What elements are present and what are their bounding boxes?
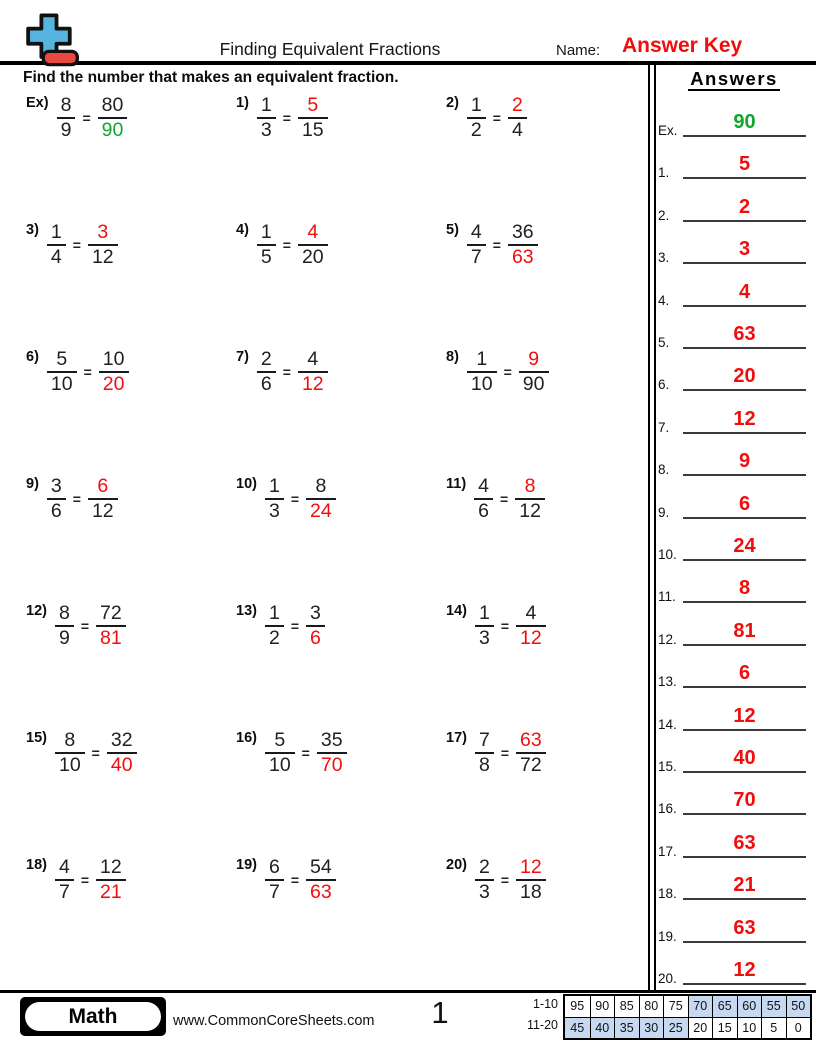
- fraction-numerator: 3: [50, 475, 62, 497]
- answer-row: [652, 740, 812, 776]
- score-cell: 10: [737, 1017, 762, 1038]
- answer-row: [652, 655, 812, 691]
- fraction-denominator: 10: [467, 371, 497, 396]
- fraction-numerator: 35: [320, 729, 343, 751]
- answer-value: 24: [683, 534, 806, 561]
- problem-number: 5): [446, 222, 459, 238]
- problem-number: 7): [236, 349, 249, 365]
- fraction-numerator: 4: [525, 602, 537, 624]
- fraction-right: [516, 856, 546, 904]
- problem-number: 1): [236, 95, 249, 111]
- fraction-right: [98, 94, 128, 142]
- fraction-left: [257, 221, 276, 269]
- answer-number: 1.: [658, 165, 670, 181]
- answer-value: 6: [683, 492, 806, 519]
- fraction-numerator: 2: [260, 348, 272, 370]
- equals-sign: =: [282, 110, 291, 126]
- fraction-numerator: 4: [470, 221, 482, 243]
- equals-sign: =: [290, 872, 300, 888]
- fraction-denominator: 4: [47, 244, 66, 269]
- fraction-right: [88, 221, 118, 269]
- equals-sign: =: [91, 745, 100, 761]
- fraction-denominator: 12: [88, 498, 118, 523]
- answer-row: [652, 358, 812, 394]
- fraction-denominator: 18: [516, 879, 546, 904]
- score-cell: 0: [786, 1017, 811, 1038]
- fraction-numerator: 8: [60, 94, 72, 116]
- fraction-denominator: 21: [96, 879, 126, 904]
- answer-number: 19.: [658, 928, 677, 944]
- answer-value: 70: [683, 788, 806, 815]
- fraction-right: [306, 475, 336, 523]
- equals-sign: =: [80, 618, 90, 634]
- problem-item: [446, 475, 545, 523]
- fraction-numerator: 1: [268, 475, 280, 497]
- fraction-denominator: 70: [317, 752, 347, 777]
- score-cell: 35: [614, 1017, 639, 1038]
- fraction-numerator: 5: [307, 94, 319, 116]
- fraction-numerator: 1: [50, 221, 62, 243]
- problem-item: [446, 221, 538, 269]
- fraction-right: [306, 856, 336, 904]
- equals-sign: =: [500, 872, 510, 888]
- answer-row: [652, 825, 812, 861]
- fraction-denominator: 6: [47, 498, 66, 523]
- name-label: Name:: [556, 42, 601, 59]
- math-logo: [20, 997, 166, 1036]
- problem-number: 11): [446, 476, 467, 492]
- fraction-right: [508, 221, 538, 269]
- answer-number: 16.: [658, 801, 677, 817]
- problem-item: [26, 729, 137, 777]
- fraction-denominator: 3: [257, 117, 276, 142]
- fraction-denominator: 12: [515, 498, 545, 523]
- fraction-right: [519, 348, 549, 396]
- fraction-denominator: 20: [298, 244, 328, 269]
- fraction-numerator: 12: [100, 856, 122, 878]
- fraction-denominator: 9: [55, 625, 74, 650]
- fraction-left: [257, 94, 276, 142]
- fraction-denominator: 9: [57, 117, 76, 142]
- fraction-numerator: 1: [268, 602, 280, 624]
- fraction-left: [55, 856, 74, 904]
- score-cell: 55: [761, 996, 786, 1017]
- fraction-left: [265, 856, 284, 904]
- problem-number: 12): [26, 603, 47, 619]
- fraction-numerator: 1: [260, 94, 272, 116]
- answer-number: 9.: [658, 504, 670, 520]
- problem-item: [236, 475, 336, 523]
- equals-sign: =: [500, 745, 510, 761]
- score-cell: 45: [565, 1017, 590, 1038]
- problem-item: [236, 348, 328, 396]
- problem-number: 16): [236, 730, 257, 746]
- fraction-left: [257, 348, 276, 396]
- fraction-left: [55, 729, 85, 777]
- problem-number: 10): [236, 476, 257, 492]
- answer-number: 13.: [658, 674, 677, 690]
- problem-item: [446, 856, 546, 904]
- fraction-left: [475, 729, 494, 777]
- problem-number: 18): [26, 857, 47, 873]
- fraction-denominator: 2: [467, 117, 486, 142]
- answer-number: 2.: [658, 207, 670, 223]
- score-cell: 60: [737, 996, 762, 1017]
- equals-sign: =: [80, 872, 90, 888]
- fraction-denominator: 12: [516, 625, 546, 650]
- fraction-denominator: 3: [475, 625, 494, 650]
- equals-sign: =: [492, 237, 501, 253]
- fraction-right: [306, 602, 325, 650]
- score-cell: 15: [712, 1017, 737, 1038]
- fraction-numerator: 54: [310, 856, 332, 878]
- fraction-numerator: 4: [478, 475, 490, 497]
- equals-sign: =: [500, 491, 509, 507]
- answer-value: 12: [683, 704, 806, 731]
- score-table: [527, 994, 812, 1040]
- fraction-left: [265, 475, 284, 523]
- fraction-numerator: 8: [524, 475, 536, 497]
- fraction-denominator: 81: [96, 625, 126, 650]
- answers-heading: Answers: [690, 68, 778, 89]
- fraction-numerator: 4: [307, 221, 319, 243]
- fraction-numerator: 1: [260, 221, 272, 243]
- fraction-left: [467, 348, 497, 396]
- answer-value: 5: [683, 152, 806, 179]
- answer-number: 11.: [658, 589, 676, 605]
- fraction-right: [515, 475, 545, 523]
- equals-sign: =: [290, 491, 300, 507]
- website-link: www.CommonCoreSheets.com: [173, 1013, 375, 1029]
- problem-item: [446, 602, 546, 650]
- problem-number: 19): [236, 857, 257, 873]
- fraction-denominator: 8: [475, 752, 494, 777]
- score-cell: 65: [712, 996, 737, 1017]
- problem-item: [26, 94, 127, 142]
- problem-item: [26, 221, 118, 269]
- problem-item: [236, 602, 325, 650]
- equals-sign: =: [503, 364, 512, 380]
- fraction-denominator: 2: [265, 625, 284, 650]
- fraction-right: [96, 856, 126, 904]
- fraction-denominator: 5: [257, 244, 276, 269]
- answer-number: 6.: [658, 377, 670, 393]
- problem-number: 3): [26, 222, 39, 238]
- fraction-numerator: 4: [58, 856, 70, 878]
- answer-value: 81: [683, 619, 806, 646]
- answer-value: 63: [683, 916, 806, 943]
- fraction-denominator: 63: [508, 244, 538, 269]
- fraction-right: [298, 94, 328, 142]
- fraction-numerator: 80: [101, 94, 124, 116]
- fraction-denominator: 40: [107, 752, 137, 777]
- answer-number: 12.: [658, 631, 677, 647]
- answer-value: 3: [683, 237, 806, 264]
- answer-number: 17.: [658, 843, 677, 859]
- score-cell: 30: [639, 1017, 664, 1038]
- problem-number: 9): [26, 476, 39, 492]
- fraction-right: [88, 475, 118, 523]
- problem-number: 15): [26, 730, 47, 746]
- answer-value: 2: [683, 195, 806, 222]
- fraction-right: [107, 729, 137, 777]
- fraction-denominator: 7: [55, 879, 74, 904]
- score-cell: 25: [663, 1017, 688, 1038]
- fraction-numerator: 3: [97, 221, 109, 243]
- answer-row: [652, 486, 812, 522]
- fraction-numerator: 8: [58, 602, 70, 624]
- fraction-numerator: 1: [476, 348, 488, 370]
- fraction-numerator: 5: [56, 348, 68, 370]
- answer-value: 63: [683, 322, 806, 349]
- fraction-left: [265, 602, 284, 650]
- answer-row: [652, 952, 812, 988]
- problem-number: 2): [446, 95, 459, 111]
- plus-minus-logo-icon: [13, 11, 83, 74]
- answer-row: [652, 104, 812, 140]
- answer-row: [652, 698, 812, 734]
- equals-sign: =: [72, 237, 81, 253]
- fraction-numerator: 3: [310, 602, 321, 624]
- equals-sign: =: [282, 364, 291, 380]
- fraction-right: [317, 729, 347, 777]
- score-cell: 40: [590, 1017, 615, 1038]
- answer-row: [652, 867, 812, 903]
- fraction-numerator: 2: [478, 856, 490, 878]
- answer-row: [652, 782, 812, 818]
- equals-sign: =: [82, 110, 91, 126]
- answer-number: 10.: [658, 547, 677, 562]
- score-cell: 75: [663, 996, 688, 1017]
- problem-number: Ex): [26, 95, 49, 111]
- fraction-left: [467, 221, 486, 269]
- equals-sign: =: [290, 618, 300, 634]
- answer-row: [652, 570, 812, 606]
- fraction-denominator: 63: [306, 879, 336, 904]
- fraction-numerator: 2: [511, 94, 523, 116]
- fraction-right: [298, 221, 328, 269]
- score-cell: 50: [786, 996, 811, 1017]
- score-row-labels: [527, 994, 558, 1036]
- fraction-right: [99, 348, 129, 396]
- problem-number: 6): [26, 349, 39, 365]
- answer-value: 9: [683, 449, 806, 476]
- answer-row: [652, 401, 812, 437]
- fraction-denominator: 3: [265, 498, 284, 523]
- problem-item: [236, 729, 347, 777]
- fraction-numerator: 5: [274, 729, 286, 751]
- answer-value: 12: [683, 958, 806, 985]
- fraction-numerator: 8: [315, 475, 327, 497]
- fraction-numerator: 1: [470, 94, 482, 116]
- answer-value: 4: [683, 280, 806, 307]
- answer-row: [652, 528, 812, 564]
- answer-key-label: Answer Key: [622, 34, 743, 57]
- fraction-right: [508, 94, 527, 142]
- score-cell: 85: [614, 996, 639, 1017]
- fraction-left: [467, 94, 486, 142]
- fraction-denominator: 72: [516, 752, 546, 777]
- fraction-right: [516, 729, 546, 777]
- fraction-numerator: 7: [478, 729, 490, 751]
- problem-item: [446, 348, 549, 396]
- fraction-numerator: 32: [110, 729, 133, 751]
- fraction-right: [516, 602, 546, 650]
- fraction-right: [96, 602, 126, 650]
- fraction-denominator: 20: [99, 371, 129, 396]
- equals-sign: =: [282, 237, 291, 253]
- fraction-denominator: 90: [519, 371, 549, 396]
- answer-row: [652, 189, 812, 225]
- fraction-left: [57, 94, 76, 142]
- header-divider: [0, 61, 816, 65]
- score-row-label: 1-10: [532, 997, 558, 1011]
- answer-number: Ex.: [658, 123, 678, 138]
- fraction-left: [47, 475, 66, 523]
- problem-item: [446, 729, 546, 777]
- problem-number: 13): [236, 603, 257, 619]
- fraction-left: [47, 221, 66, 269]
- problem-number: 4): [236, 222, 249, 238]
- answer-value: 6: [683, 661, 806, 688]
- answer-row: [652, 443, 812, 479]
- fraction-numerator: 6: [97, 475, 109, 497]
- fraction-denominator: 6: [474, 498, 493, 523]
- problem-item: [26, 856, 126, 904]
- problem-number: 14): [446, 603, 467, 619]
- fraction-denominator: 10: [265, 752, 295, 777]
- answer-row: [652, 146, 812, 182]
- fraction-denominator: 7: [467, 244, 486, 269]
- score-row-label: 11-20: [526, 1018, 558, 1032]
- fraction-left: [474, 475, 493, 523]
- fraction-right: [298, 348, 328, 396]
- answer-row: [652, 231, 812, 267]
- answer-row: [652, 613, 812, 649]
- fraction-left: [475, 602, 494, 650]
- answer-value: 8: [683, 576, 806, 603]
- answer-value: 90: [683, 110, 806, 137]
- problem-item: [26, 602, 126, 650]
- answer-row: [652, 274, 812, 310]
- score-cell: 20: [688, 1017, 713, 1038]
- fraction-denominator: 6: [257, 371, 276, 396]
- instruction-text: Find the number that makes an equivalent fraction.: [23, 69, 399, 86]
- problem-item: [446, 94, 527, 142]
- fraction-denominator: 4: [508, 117, 527, 142]
- fraction-numerator: 9: [528, 348, 540, 370]
- fraction-numerator: 8: [64, 729, 76, 751]
- score-cell: 80: [639, 996, 664, 1017]
- problem-item: [26, 475, 118, 523]
- footer-divider: [0, 990, 816, 993]
- answer-number: 3.: [658, 250, 670, 266]
- answer-number: 5.: [658, 335, 670, 350]
- equals-sign: =: [500, 618, 510, 634]
- problem-number: 17): [446, 730, 467, 746]
- equals-sign: =: [301, 745, 310, 761]
- fraction-denominator: 10: [47, 371, 77, 396]
- score-cell: 90: [590, 996, 615, 1017]
- fraction-numerator: 72: [100, 602, 122, 624]
- fraction-numerator: 1: [478, 602, 490, 624]
- fraction-denominator: 6: [306, 625, 325, 650]
- equals-sign: =: [492, 110, 501, 126]
- fraction-numerator: 6: [268, 856, 280, 878]
- fraction-denominator: 7: [265, 879, 284, 904]
- fraction-left: [47, 348, 77, 396]
- answer-number: 15.: [658, 759, 677, 774]
- problem-item: [26, 348, 129, 396]
- answer-value: 63: [683, 831, 806, 858]
- fraction-numerator: 63: [520, 729, 542, 751]
- fraction-left: [475, 856, 494, 904]
- score-cell: 95: [570, 999, 585, 1013]
- problem-number: 8): [446, 349, 459, 365]
- answer-value: 40: [683, 746, 806, 773]
- fraction-numerator: 10: [102, 348, 125, 370]
- equals-sign: =: [83, 364, 92, 380]
- problem-number: 20): [446, 857, 467, 873]
- answer-value: 21: [683, 873, 806, 900]
- fraction-denominator: 90: [98, 117, 128, 142]
- score-grid: [563, 994, 812, 1040]
- fraction-left: [55, 602, 74, 650]
- fraction-left: [265, 729, 295, 777]
- fraction-denominator: 12: [88, 244, 118, 269]
- equals-sign: =: [72, 491, 81, 507]
- problem-item: [236, 94, 328, 142]
- fraction-numerator: 12: [520, 856, 542, 878]
- problem-item: [236, 221, 328, 269]
- answer-row: [652, 316, 812, 352]
- fraction-denominator: 10: [55, 752, 85, 777]
- fraction-numerator: 36: [511, 221, 534, 243]
- answer-number: 8.: [658, 462, 670, 478]
- answer-value: 20: [683, 364, 806, 391]
- score-cell: 70: [688, 996, 713, 1017]
- score-cell: 5: [761, 1017, 786, 1038]
- fraction-denominator: 24: [306, 498, 336, 523]
- answer-number: 7.: [658, 419, 670, 435]
- answer-number: 20.: [658, 971, 677, 986]
- page-title: Finding Equivalent Fractions: [219, 39, 441, 59]
- page-number: 1: [431, 995, 449, 1030]
- fraction-numerator: 4: [307, 348, 319, 370]
- answer-number: 14.: [658, 716, 677, 732]
- answer-number: 18.: [658, 886, 677, 902]
- answer-row: [652, 910, 812, 946]
- fraction-denominator: 12: [298, 371, 328, 396]
- fraction-denominator: 15: [298, 117, 328, 142]
- answer-value: 12: [683, 407, 806, 434]
- answer-number: 4.: [658, 292, 670, 308]
- fraction-denominator: 3: [475, 879, 494, 904]
- math-logo-label: Math: [25, 1002, 161, 1031]
- problem-item: [236, 856, 336, 904]
